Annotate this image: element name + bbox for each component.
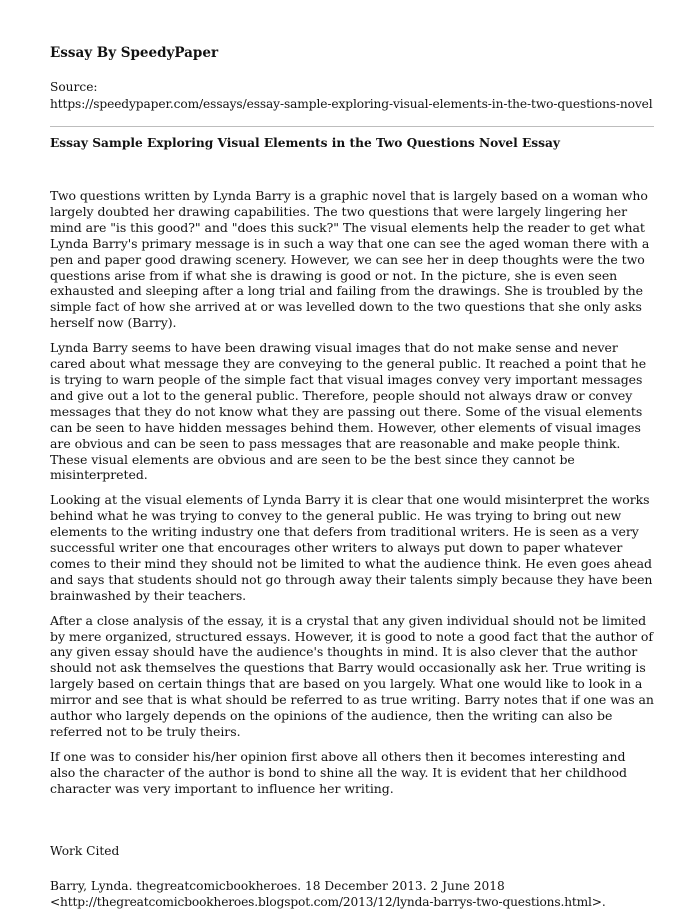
paragraph-1: Two questions written by Lynda Barry is a graphic novel that is largely based on a woman who largely doubted her drawing capabilities. The two questions that were largely lingering her mind are "is this good?" and "does this suck?" The visual elements help the reader to get what Lynda Barry's primary message is in such a way that one can see the aged woman there with a pen and paper good drawing scenery. However, we can see her in deep thoughts were the two questions arise from if what she is drawing is good or not. In the picture, she is even seen exhausted and sleeping after a long trial and failing from the drawings. She is troubled by the simple fact of how she arrived at or was levelled down to the two questions that she only asks herself now (Barry). <box>50 188 650 331</box>
paragraph-4: After a close analysis of the essay, it is a crystal that any given individual should not be limited by mere organized, structured essays. However, it is good to note a good fact that the author of any given essay should have the audience's thoughts in mind. It is also clever that the author should not ask themselves the questions that Barry would occasionally ask her. True writing is largely based on certain things that are based on you largely. What one would like to look in a mirror and see that is what should be referred to as true writing. Barry notes that if one was an author who largely depends on the opinions of the audience, then the writing can also be referred not to be truly theirs. <box>50 612 654 739</box>
source-block <box>50 79 654 113</box>
paragraph-5: If one was to consider his/her opinion first above all others then it becomes interesting and also the character of the author is bond to shine all the way. It is evident that her childhood character was very important to influence her writing. <box>50 748 627 796</box>
works-cited-heading: Work Cited <box>50 843 120 858</box>
paragraph-3: Looking at the visual elements of Lynda Barry it is clear that one would misinterpret the works behind what he was trying to convey to the general public. He was trying to bring out new elements to the writing industry one that defers from traditional writers. He is seen as a very successful writer one that encourages other writers to always put down to paper whatever comes to their mind they should not be limited to what the audience think. He even goes ahead and says that students should not go through away their talents simply because they have been brainwashed by their teachers. <box>50 492 653 603</box>
essay-title: Essay Sample Exploring Visual Elements in the Two Questions Novel Essay <box>50 136 560 150</box>
essay-body <box>50 188 654 797</box>
paragraph-2: Lynda Barry seems to have been drawing visual images that do not make sense and never cared about what message they are conveying to the general public. It reached a point that he is trying to warn people of the simple fact that visual images convey very important messages and give out a lot to the general public. Therefore, people should not always draw or convey messages that they do not know what they are passing out there. Some of the visual elements can be seen to have hidden messages behind them. However, other elements of visual images are obvious and can be seen to pass messages that are reasonable and make people think. These visual elements are obvious and are seen to be the best since they cannot be misinterpreted. <box>50 340 647 483</box>
site-title: Essay By SpeedyPaper <box>50 45 219 61</box>
citation <box>50 878 654 910</box>
source-label: Source: <box>50 80 98 94</box>
citation-text: Barry, Lynda. thegreatcomicbookheroes. 18 December 2013. 2 June 2018 <box>50 878 505 893</box>
source-url: https://speedypaper.com/essays/essay-sample-exploring-visual-elements-in-the-two-questions-novel <box>50 97 653 111</box>
citation-url: <http://thegreatcomicbookheroes.blogspot.com/2013/12/lynda-barrys-two-questions.html>. <box>50 894 606 909</box>
divider <box>50 126 654 127</box>
document-page <box>50 44 654 910</box>
